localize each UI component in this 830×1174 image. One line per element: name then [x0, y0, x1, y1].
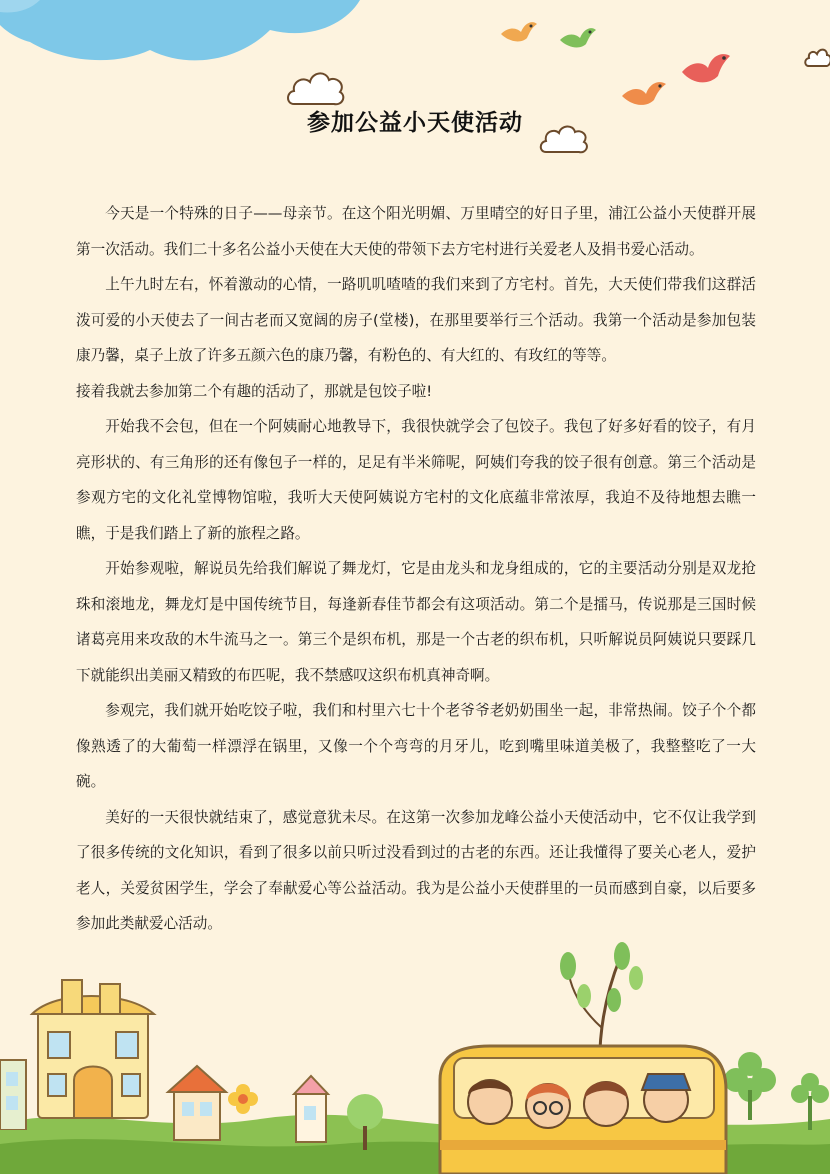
bird-icon — [497, 18, 539, 48]
paragraph: 开始参观啦，解说员先给我们解说了舞龙灯，它是由龙头和龙身组成的，它的主要活动分别是双龙抢珠和滚地龙，舞龙灯是中国传统节目，每逢新春佳节都会有这项活动。第二个是擂马，传说那是三国时候诸葛亮用来攻敌的木牛流马之一。第三个是织布机，那是一个古老的织布机，只听解说员阿姨说只要踩几下就能织出美丽又精致的布匹呢，我不禁感叹这织布机真神奇啊。 — [76, 560, 756, 684]
bird-icon — [556, 22, 598, 56]
child-figure — [584, 1082, 628, 1127]
house-icon — [164, 1062, 230, 1142]
cloud-icon — [804, 46, 830, 72]
paragraph: 美好的一天很快就结束了，感觉意犹未尽。在这第一次参加龙峰公益小天使活动中，它不仅让我学到了很多传统的文化知识，看到了很多以前只听过没看到过的古老的东西。还让我懂得了要关心老人，爱护老人，关爱贫困学生，学会了奉献爱心等公益活动。我为是公益小天使群里的一员而感到自豪，以后要多参加此类献爱心活动。 — [76, 808, 756, 932]
page-title: 参加公益小天使活动 — [307, 110, 523, 136]
clover-icon — [790, 1070, 830, 1130]
paragraph: 上午九时左右，怀着激动的心情，一路叽叽喳喳的我们来到了方宅村。首先，大天使们带我们这群活泼可爱的小天使去了一间古老而又宽阔的房子(堂楼)，在那里要举行三个活动。我第一个活动是参加包装康乃馨，桌子上放了许多五颜六色的康乃馨，有粉色的、有大红的、有玫红的等等。 — [76, 276, 756, 364]
tree-icon — [340, 1090, 390, 1150]
paragraph: 开始我不会包，但在一个阿姨耐心地教导下，我很快就学会了包饺子。我包了好多好看的饺子，有月亮形状的、有三角形的还有像包子一样的，足足有半米筛呢，阿姨们夸我的饺子很有创意。第三个活动是参观方宅的文化礼堂博物馆啦，我听大天使阿姨说方宅村的文化底蕴非常浓厚，我迫不及待地想去瞧一瞧，于是我们踏上了新的旅程之路。 — [76, 418, 756, 542]
flower-icon — [226, 1082, 260, 1116]
house-icon — [290, 1074, 332, 1144]
article-body — [76, 196, 756, 942]
child-figure — [468, 1080, 512, 1124]
house-icon — [0, 1050, 30, 1130]
bus-icon — [430, 1040, 730, 1174]
child-figure — [526, 1084, 570, 1129]
sky-decoration — [0, 0, 370, 70]
paragraph: 参观完，我们就开始吃饺子啦，我们和村里六七十个老爷爷老奶奶围坐一起，非常热闹。饺子个个都像熟透了的大葡萄一样漂浮在锅里，又像一个个弯弯的月牙儿，吃到嘴里味道美极了，我整整吃了一大碗。 — [76, 702, 756, 790]
house-icon — [26, 970, 176, 1120]
child-figure — [642, 1074, 690, 1122]
paragraph: 今天是一个特殊的日子——母亲节。在这个阳光明媚、万里晴空的好日子里，浦江公益小天使群开展第一次活动。我们二十多名公益小天使在大天使的带领下去方宅村进行关爱老人及捐书爱心活动。 — [76, 205, 756, 258]
bird-icon — [678, 48, 732, 90]
paragraph: 接着我就去参加第二个有趣的活动了，那就是包饺子啦! — [76, 382, 433, 400]
